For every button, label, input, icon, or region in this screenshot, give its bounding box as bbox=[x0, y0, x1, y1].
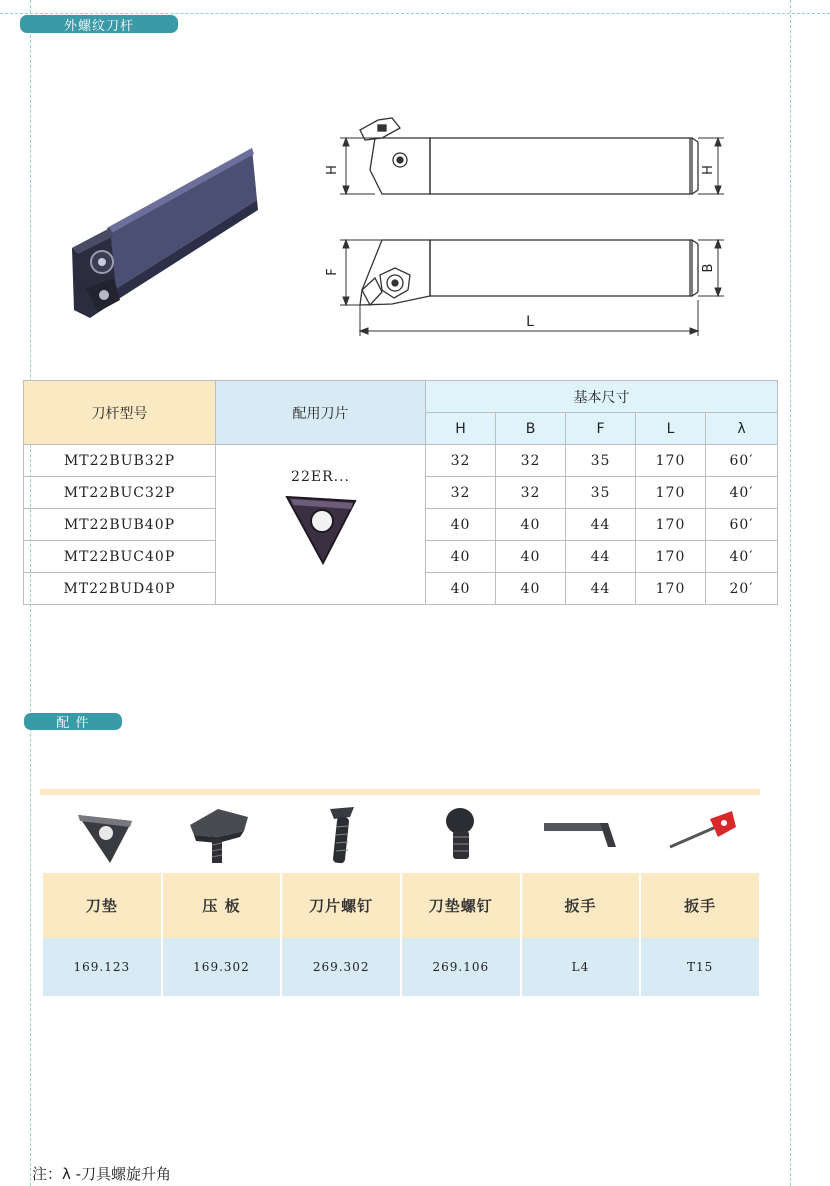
row-lambda: 40′ bbox=[706, 541, 778, 573]
row-lambda: 40′ bbox=[706, 477, 778, 509]
header-dim-f: F bbox=[566, 413, 636, 445]
accessory-name: 扳手 bbox=[522, 873, 640, 938]
section-title-parts bbox=[24, 713, 122, 730]
header-dim-h: H bbox=[426, 413, 496, 445]
row-b: 32 bbox=[496, 445, 566, 477]
accessory-code: L4 bbox=[522, 938, 640, 996]
accessory-name: 刀垫螺钉 bbox=[402, 873, 520, 938]
header-dim-lambda: λ bbox=[706, 413, 778, 445]
row-l: 170 bbox=[636, 445, 706, 477]
insert-cell bbox=[216, 445, 426, 605]
row-b: 40 bbox=[496, 541, 566, 573]
row-l: 170 bbox=[636, 477, 706, 509]
section-title-holder bbox=[20, 15, 178, 33]
section-title-holder-text: 外螺纹刀杆 bbox=[63, 18, 134, 34]
dim-label-l: L bbox=[526, 314, 534, 330]
accessory-code: 169.123 bbox=[43, 938, 161, 996]
section-title-parts-text: 配 件 bbox=[56, 716, 90, 731]
row-model: MT22BUB32P bbox=[24, 445, 216, 477]
insert-label: 22ER... bbox=[291, 469, 350, 485]
footnote: 注：λ -刀具螺旋升角 bbox=[32, 1165, 172, 1183]
row-model: MT22BUC32P bbox=[24, 477, 216, 509]
row-lambda: 20′ bbox=[706, 573, 778, 605]
accessories-table bbox=[41, 873, 761, 996]
row-lambda: 60′ bbox=[706, 445, 778, 477]
row-b: 40 bbox=[496, 573, 566, 605]
header-dim-b: B bbox=[496, 413, 566, 445]
accessory-code: 169.302 bbox=[163, 938, 281, 996]
row-f: 35 bbox=[566, 445, 636, 477]
dim-label-h-right: H bbox=[701, 165, 716, 175]
shim-screw-icon bbox=[400, 797, 520, 875]
accessory-name: 压 板 bbox=[163, 873, 281, 938]
row-l: 170 bbox=[636, 573, 706, 605]
accessory-code: 269.106 bbox=[402, 938, 520, 996]
row-l: 170 bbox=[636, 509, 706, 541]
row-f: 35 bbox=[566, 477, 636, 509]
dim-label-b: B bbox=[701, 263, 716, 273]
header-model: 刀杆型号 bbox=[24, 381, 216, 445]
header-dim-l: L bbox=[636, 413, 706, 445]
row-b: 40 bbox=[496, 509, 566, 541]
row-model: MT22BUD40P bbox=[24, 573, 216, 605]
table-row bbox=[24, 445, 778, 477]
row-lambda: 60′ bbox=[706, 509, 778, 541]
insert-screw-icon bbox=[280, 797, 400, 875]
row-l: 170 bbox=[636, 541, 706, 573]
tool-holder-photo bbox=[62, 140, 262, 330]
row-h: 40 bbox=[426, 573, 496, 605]
row-h: 32 bbox=[426, 477, 496, 509]
torx-key-icon bbox=[640, 797, 760, 875]
guide-line-right bbox=[790, 0, 791, 1186]
accessories-top-bar bbox=[40, 789, 760, 795]
row-h: 32 bbox=[426, 445, 496, 477]
accessory-name: 刀片螺钉 bbox=[282, 873, 400, 938]
insert-icon bbox=[281, 491, 361, 567]
dim-label-h-left: H bbox=[325, 165, 340, 175]
row-b: 32 bbox=[496, 477, 566, 509]
shim-icon bbox=[40, 797, 160, 875]
row-model: MT22BUC40P bbox=[24, 541, 216, 573]
row-h: 40 bbox=[426, 509, 496, 541]
accessory-name: 扳手 bbox=[641, 873, 759, 938]
header-dimensions: 基本尺寸 bbox=[426, 381, 778, 413]
row-f: 44 bbox=[566, 509, 636, 541]
clamp-icon bbox=[160, 797, 280, 875]
accessory-icons bbox=[40, 797, 760, 875]
accessory-code: T15 bbox=[641, 938, 759, 996]
spec-table bbox=[23, 380, 778, 605]
accessory-code: 269.302 bbox=[282, 938, 400, 996]
dim-label-f: F bbox=[325, 268, 340, 276]
technical-drawing bbox=[320, 100, 730, 340]
accessory-name: 刀垫 bbox=[43, 873, 161, 938]
row-h: 40 bbox=[426, 541, 496, 573]
hex-key-icon bbox=[520, 797, 640, 875]
header-insert: 配用刀片 bbox=[216, 381, 426, 445]
row-f: 44 bbox=[566, 573, 636, 605]
row-f: 44 bbox=[566, 541, 636, 573]
row-model: MT22BUB40P bbox=[24, 509, 216, 541]
